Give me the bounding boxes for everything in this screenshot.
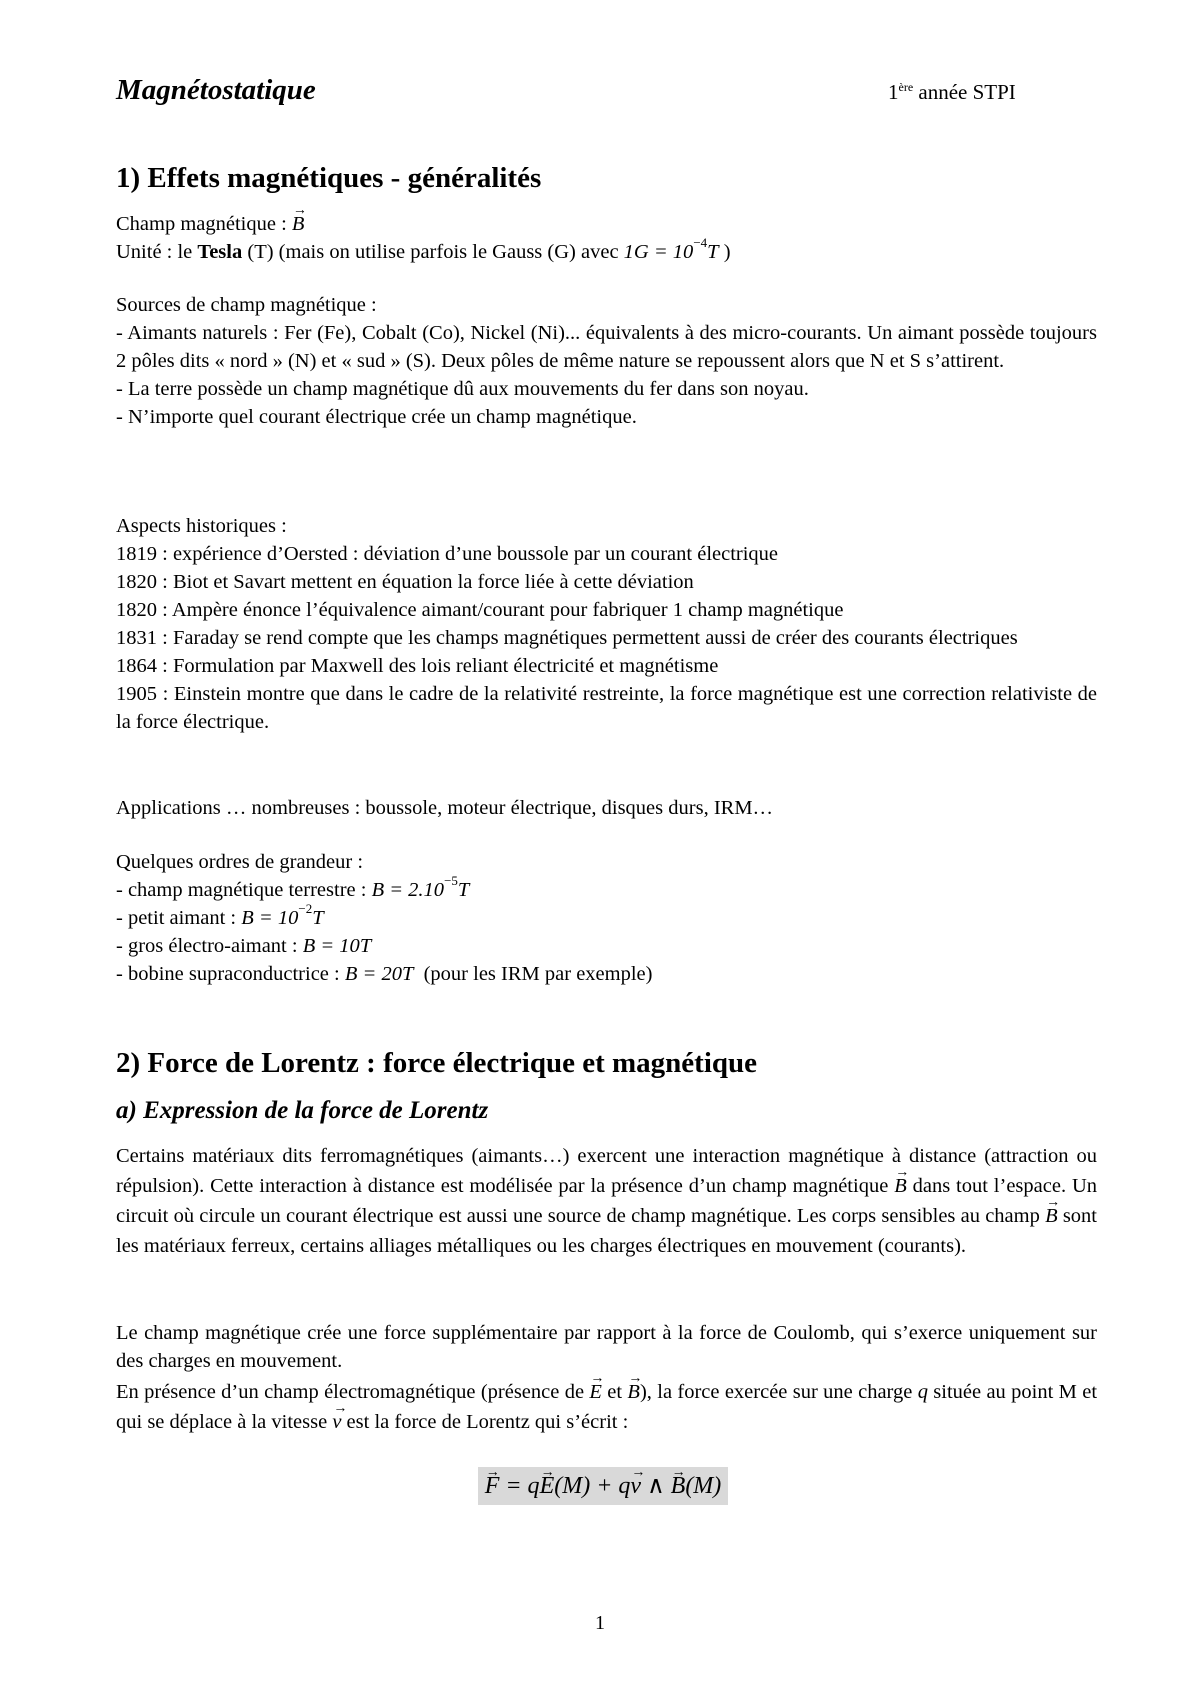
order-item: - champ magnétique terrestre : $B = 2.10^{-5}T$ [116,873,470,901]
order-item: - bobine supraconductrice : B = 20T (pour les IRM par exemple) [116,963,653,985]
history-item: 1820 : Ampère énonce l’équivalence aimant/courant pour fabriquer 1 champ magnétique [116,599,844,621]
history-title: Aspects historiques : [116,515,287,537]
vector-e-symbol: → E [589,1377,602,1407]
page-number: 1 [595,1612,605,1634]
section-2-heading: 2) Force de Lorentz : force électrique et magnétique [116,1047,758,1079]
history-item: 1864 : Formulation par Maxwell des lois reliant électricité et magnétisme [116,655,719,677]
vector-b-symbol: → B [627,1377,640,1407]
vector-b-symbol: → B [1045,1201,1058,1231]
paragraph-ferromagnetic: Certains matériaux dits ferromagnétiques (aimants…) exercent une interaction magnétique à distance (attraction ou répulsion). Cette interaction à distance est modélisée par la présence d’un champ magnétique → B dans tout l’espace. Un circuit où circule un courant électrique est aussi une source de champ magnétique. Les corps sensibles au champ → B sont les matériaux ferreux, certains alliages métalliques ou les charges électriques en mouvement (courants). [116,1141,1097,1261]
sources-item: - N’importe quel courant électrique crée un champ magnétique. [116,406,637,428]
section-1-intro [116,210,1097,266]
sources-item: - Aimants naturels : Fer (Fe), Cobalt (Co), Nickel (Ni)... équivalents à des micro-courants. Un aimant possède toujours 2 pôles dits « nord » (N) et « sud » (S). Deux pôles de même nature se repoussent alors que N et S s’attirent. [116,322,1097,372]
history-block [116,512,1097,736]
history-item: 1819 : expérience d’Oersted : déviation d’une boussole par un courant électrique [116,543,779,565]
header-course: 1ère année STPI [888,80,1016,104]
sources-block [116,291,1097,431]
history-item: 1820 : Biot et Savart mettent en équation la force liée à cette déviation [116,571,694,593]
history-item: 1905 : Einstein montre que dans le cadre de la relativité restreinte, la force magnétique est une correction relativiste de la force électrique. [116,683,1097,733]
paragraph-coulomb: Le champ magnétique crée une force supplémentaire par rapport à la force de Coulomb, qui s’exerce uniquement sur des charges en mouvement. [116,1322,1097,1372]
header-title: Magnétostatique [116,74,316,106]
applications-line: Applications … nombreuses : boussole, moteur électrique, disques durs, IRM… [116,797,774,819]
sources-item: - La terre possède un champ magnétique dû aux mouvements du fer dans son noyau. [116,378,809,400]
vector-v-symbol: → v [332,1407,341,1437]
vector-b-symbol: → B [894,1171,907,1201]
orders-title: Quelques ordres de grandeur : [116,851,364,873]
history-item: 1831 : Faraday se rend compte que les champs magnétiques permettent aussi de créer des courants électriques [116,627,1018,649]
vector-b-symbol: → B [292,210,305,238]
order-item: - gros électro-aimant : B = 10T [116,935,372,957]
lorentz-formula: → F = q→ E(M) + q→ v ∧ → B(M) [478,1467,728,1505]
order-item: - petit aimant : $B = 10^{-2}T$ [116,901,324,929]
subsection-a-heading: a) Expression de la force de Lorentz [116,1097,489,1124]
unit-line: Unité : le Tesla (T) (mais on utilise parfois le Gauss (G) avec $1G = 10^{-4}T$ ) [116,235,731,263]
paragraph-lorentz: En présence d’un champ électromagnétique (présence de → E et → B), la force exercée sur une charge q située au point M et qui se déplace à la vitesse → v est la force de Lorentz qui s’écrit : [116,1377,1097,1437]
section-1-heading: 1) Effets magnétiques - généralités [116,162,542,194]
sources-title: Sources de champ magnétique : [116,294,377,316]
orders-block [116,848,1097,988]
champ-line: Champ magnétique : → B [116,210,1097,238]
